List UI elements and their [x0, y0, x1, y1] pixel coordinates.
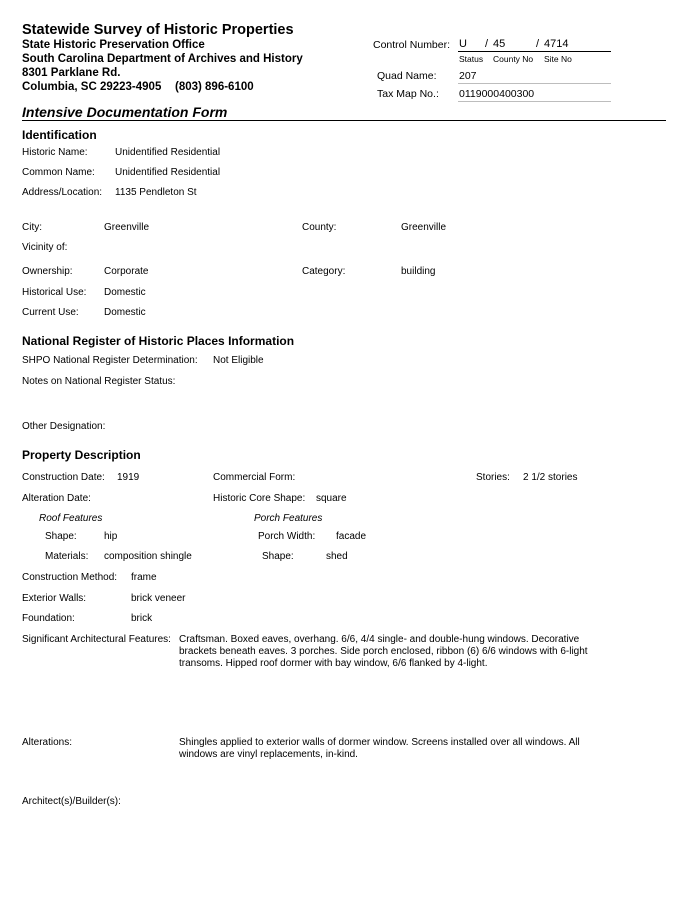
control-site-value: 4714	[544, 38, 569, 50]
stories-value: 2 1/2 stories	[523, 472, 578, 483]
porch-width-value: facade	[336, 531, 367, 542]
site-no-caption: Site No	[544, 54, 572, 64]
common-name-value: Unidentified Residential	[115, 167, 221, 178]
county-no-caption: County No	[493, 54, 534, 64]
ownership-label: Ownership:	[22, 266, 73, 277]
vicinity-label: Vicinity of:	[22, 242, 68, 253]
nr-notes-label: Notes on National Register Status:	[22, 376, 176, 387]
category-value: building	[401, 266, 436, 277]
office-name: State Historic Preservation Office	[22, 39, 205, 51]
historical-use-value: Domestic	[104, 287, 146, 298]
foundation-label: Foundation:	[22, 613, 75, 624]
form-title-rule	[22, 120, 666, 121]
office-city-state-zip: Columbia, SC 29223-4905	[22, 81, 162, 93]
historical-use-label: Historical Use:	[22, 287, 87, 298]
exterior-walls-label: Exterior Walls:	[22, 593, 87, 604]
architect-builder-label: Architect(s)/Builder(s):	[22, 796, 121, 807]
construction-method-label: Construction Method:	[22, 572, 118, 583]
significant-features-label: Significant Architectural Features:	[22, 634, 171, 645]
construction-date-label: Construction Date:	[22, 472, 105, 483]
form-title: Intensive Documentation Form	[22, 104, 228, 120]
roof-features-heading: Roof Features	[39, 513, 103, 524]
porch-shape-label: Shape:	[262, 551, 294, 562]
historic-name-value: Unidentified Residential	[115, 147, 221, 158]
porch-shape-value: shed	[326, 551, 348, 562]
quad-name-value: 207	[459, 70, 477, 82]
control-separator: /	[536, 38, 540, 50]
city-label: City:	[22, 222, 42, 233]
construction-method-value: frame	[131, 572, 157, 583]
control-number-underline	[458, 51, 611, 52]
address-label: Address/Location:	[22, 187, 103, 198]
nr-determination-value: Not Eligible	[213, 355, 264, 366]
alterations-label: Alterations:	[22, 737, 73, 748]
roof-shape-label: Shape:	[45, 531, 77, 542]
tax-map-value: 0119000400300	[459, 88, 535, 100]
control-status-value: U	[459, 38, 467, 50]
county-label: County:	[302, 222, 337, 233]
other-designation-label: Other Designation:	[22, 421, 106, 432]
status-caption: Status	[459, 54, 484, 64]
county-value: Greenville	[401, 222, 447, 233]
alterations-value: Shingles applied to exterior walls of dormer window. Screens installed over all windows. All windows are vinyl replacements, in-kind.	[179, 737, 580, 760]
tax-map-underline	[458, 101, 611, 102]
porch-features-heading: Porch Features	[254, 513, 323, 524]
alteration-date-label: Alteration Date:	[22, 493, 91, 504]
foundation-value: brick	[131, 613, 153, 624]
survey-title: Statewide Survey of Historic Properties	[22, 22, 294, 38]
property-description-heading: Property Description	[22, 448, 141, 462]
porch-width-label: Porch Width:	[258, 531, 316, 542]
exterior-walls-value: brick veneer	[131, 593, 186, 604]
address-value: 1135 Pendleton St	[115, 187, 197, 198]
tax-map-label: Tax Map No.:	[377, 88, 439, 100]
ownership-value: Corporate	[104, 266, 149, 277]
significant-features-value: Craftsman. Boxed eaves, overhang. 6/6, 4/4 single- and double-hung windows. Decorative brackets beneath eaves. 3 porches. Side porch enclosed, ribbon (6) 6/6 windows with 6-light transoms. Hipped roof dormer with bay window, 6/6 flanked by 4-light.	[179, 634, 588, 669]
historic-name-label: Historic Name:	[22, 147, 88, 158]
control-number-label: Control Number:	[373, 39, 451, 51]
roof-shape-value: hip	[104, 531, 118, 542]
nr-determination-label: SHPO National Register Determination:	[22, 355, 198, 366]
department-name: South Carolina Department of Archives and History	[22, 53, 303, 65]
quad-underline	[458, 83, 611, 84]
core-shape-label: Historic Core Shape:	[213, 493, 306, 504]
core-shape-value: square	[316, 493, 347, 504]
roof-materials-label: Materials:	[45, 551, 89, 562]
control-county-value: 45	[493, 38, 506, 50]
category-label: Category:	[302, 266, 346, 277]
control-separator: /	[485, 38, 489, 50]
city-value: Greenville	[104, 222, 150, 233]
office-street: 8301 Parklane Rd.	[22, 67, 121, 79]
construction-date-value: 1919	[117, 472, 140, 483]
roof-materials-value: composition shingle	[104, 551, 192, 562]
quad-name-label: Quad Name:	[377, 70, 437, 82]
national-register-heading: National Register of Historic Places Information	[22, 334, 295, 348]
common-name-label: Common Name:	[22, 167, 95, 178]
commercial-form-label: Commercial Form:	[213, 472, 296, 483]
current-use-value: Domestic	[104, 307, 146, 318]
current-use-label: Current Use:	[22, 307, 79, 318]
identification-heading: Identification	[22, 128, 97, 142]
office-phone: (803) 896-6100	[175, 81, 254, 93]
stories-label: Stories:	[476, 472, 510, 483]
